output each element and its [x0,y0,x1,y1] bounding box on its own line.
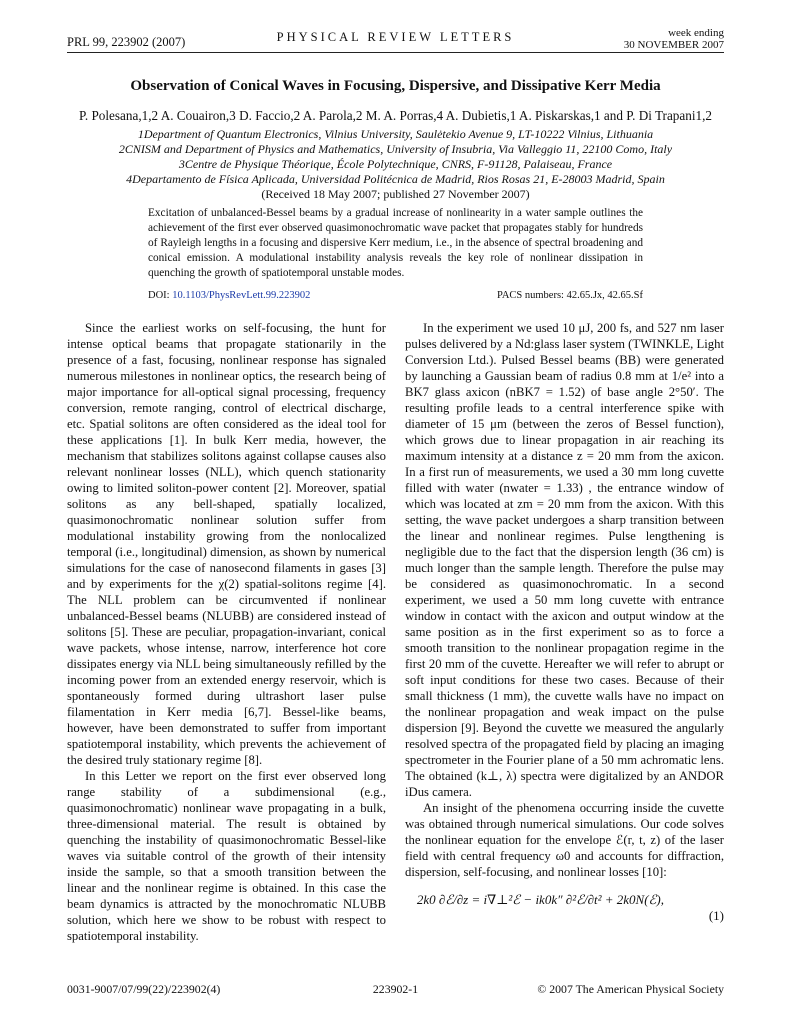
right-column [405,320,724,926]
received-date: (Received 18 May 2007; published 27 November 2007) [261,187,530,201]
doi-link[interactable]: 10.1103/PhysRevLett.99.223902 [172,290,311,301]
journal-name: PHYSICAL REVIEW LETTERS [276,30,515,44]
issue-date [624,27,724,51]
paragraph-experiment: In the experiment we used 10 μJ, 200 fs, and 527 nm laser pulses delivered by a Nd:glass laser system (TWINKLE, Light Conversion Ltd.). Pulsed Bessel beams (BB) were generated by launching a Gaussian beam of radius 0.8 mm at 1/e² into a BK7 glass axicon (nBK7 = 1.52) of base angle 2°50′. The resulting profile leads to a central interference spike with diameter of 15 μm (between the zeros of Bessel function), which grows due to linear propagation in air reaching its maximum intensity at a distance z = 20 mm from the axicon. In a first run of measurements, we used a 30 mm long cuvette filled with water (nwater = 1.33) , the entrance window of which was located at zm = 20 mm from the axicon. With this setting, the wave packet undergoes a sharp transition between the linear and nonlinear regimes. Pulse lengthening is negligible due to the fact that the dispersion length (36 cm) is much longer than the sample length. Therefore the pulse may be considered as quasimonochromatic. In a second experiment, we used a 50 mm long cuvette with entrance window in contact with the axicon and output window at the same position as in the first experiment so as to force a smooth transition to the nonlinear propagation regime in the first 20 mm of the cuvette. Hereafter we will refer to abrupt or soft input conditions for these two cases. Because of their small thickness (1 mm), the cuvette walls have no impact on the nonlinear propagation and weak impact on the pulse dispersion [9]. Beyond the cuvette we measured the angularly resolved spectra of the propagated field by placing an imaging spectrometer in the Fourier plane of a 50 mm achromatic lens. The obtained (k⊥, λ) spectra were digitalized by an ANDOR iDus camera. [405,321,724,799]
affiliation-1: 1Department of Quantum Electronics, Vilnius University, Saulėtekio Avenue 9, LT-10222 Vilnius, Lithuania [137,127,654,141]
pacs-numbers: PACS numbers: 42.65.Jx, 42.65.Sf [496,290,643,301]
paragraph-intro: Since the earliest works on self-focusing, the hunt for intense optical beams that propagate stationarily in the presence of a fast, focusing, nonlinear response has signaled numerous milestones in nonlinear optics, the research being of major importance for all-optical signal processing, frequency conversion, remote ranging, control of electrical discharge, etc. Spatial solitons are often considered as the ideal tool for these applications [1]. In bulk Kerr media, however, the mechanism that stabilizes solitons against collapse causes also relevant nonlinear losses (NLL), which quench stationarity owing to limited soliton-power content [2]. Moreover, spatial solitons as any bell-shaped, spatially localized, quasimonochromatic nonlinear solution suffer from modulational instability growing from the nonlocalized temporal (i.e., longitudinal) dimension, as shown by numerical simulations for the case of nanosecond filaments in gases [3] and by experiments for the χ(2) spatial-solitons regime [4]. The NLL problem can be circumvented if nonlinear unbalanced-Bessel beams (NLUBB) are considered instead of solitons [5]. These are peculiar, propagation-invariant, conical wave packets, whose intense, narrow, interference hot core dissipates energy via NLL being simultaneously refilled by the incoming power from an extended energy reservoir, which is spontaneously formed during ultrashort laser pulse filamentation in Kerr media [6,7]. Bessel-like beams, however, have been demonstrated to suffer from important spatiotemporal instability, which prevents the achievement of the desired truly stationary regime [8]. [67,321,386,767]
equation-1 [405,892,724,924]
paragraph-simulation: An insight of the phenomena occurring inside the cuvette was obtained through numerical simulations. Our code solves the nonlinear equation for the envelope ℰ(r, t, z) of the laser field with central frequency ω0 and accounts for diffraction, dispersion, self-focusing, and nonlinear losses [10]: [405,801,724,879]
doi-label: DOI: [148,290,170,301]
left-column [67,320,386,944]
abstract: Excitation of unbalanced-Bessel beams by a gradual increase of nonlinearity in a water sample outlines the achievement of the first ever observed quasimonochromatic wave packet that propagates stably for hundreds of Rayleigh lengths in a focusing and dispersive Kerr medium, i.e., in the absence of spectral broadening and conical emission. A modulational instability analysis reveals the key role of nonlinear dissipation in quenching the growth of spatiotemporal unstable modes. [148,207,643,279]
page-number: 223902-1 [372,982,419,996]
affiliation-3: 3Centre de Physique Théorique, École Polytechnique, CNRS, F-91128, Palaiseau, France [178,157,613,171]
affiliations [50,127,741,202]
author-list: P. Polesana,1,2 A. Couairon,3 D. Faccio,2 A. Parola,2 M. A. Porras,4 A. Dubietis,1 A. Piskarskas,1 and P. Di Trapani1,2 [79,108,712,123]
doi-line [148,290,310,301]
header-rule [67,52,724,53]
week-label: week ending [668,27,724,39]
equation-number: (1) [708,908,724,923]
date: 30 NOVEMBER 2007 [623,39,724,51]
paragraph-letter-summary: In this Letter we report on the first ever observed long range stability of a subdimensional (e.g., quasimonochromatic) nonlinear wave propagating in a bulk, three-dimensional material. The result is obtained by quenching the instability of quasimonochromatic Bessel-like waves via suitable control of the growth of their intensity inside the sample, so that a smooth transition between the linear and the nonlinear regime is obtained. In this case the beam dynamics is attracted by the monochromatic NLUBB solution, which here we show to be robust with respect to spatiotemporal instability. [67,769,386,943]
copyright: © 2007 The American Physical Society [537,982,724,996]
equation-body: 2k0 ∂ℰ/∂z = i∇⊥²ℰ − ik0k″ ∂²ℰ/∂t² + 2k0N(ℰ), [416,892,664,907]
paper-title: Observation of Conical Waves in Focusing, Dispersive, and Dissipative Kerr Media [130,78,661,94]
footer-code: 0031-9007/07/99(22)/223902(4) [67,982,221,996]
affiliation-4: 4Departamento de Física Aplicada, Universidad Politécnica de Madrid, Rios Rosas 21, E-28003 Madrid, Spain [126,172,665,186]
journal-reference: PRL 99, 223902 (2007) [67,35,186,49]
affiliation-2: 2CNISM and Department of Physics and Mathematics, University of Insubria, Via Valleggio 11, 22100 Como, Italy [118,142,673,156]
